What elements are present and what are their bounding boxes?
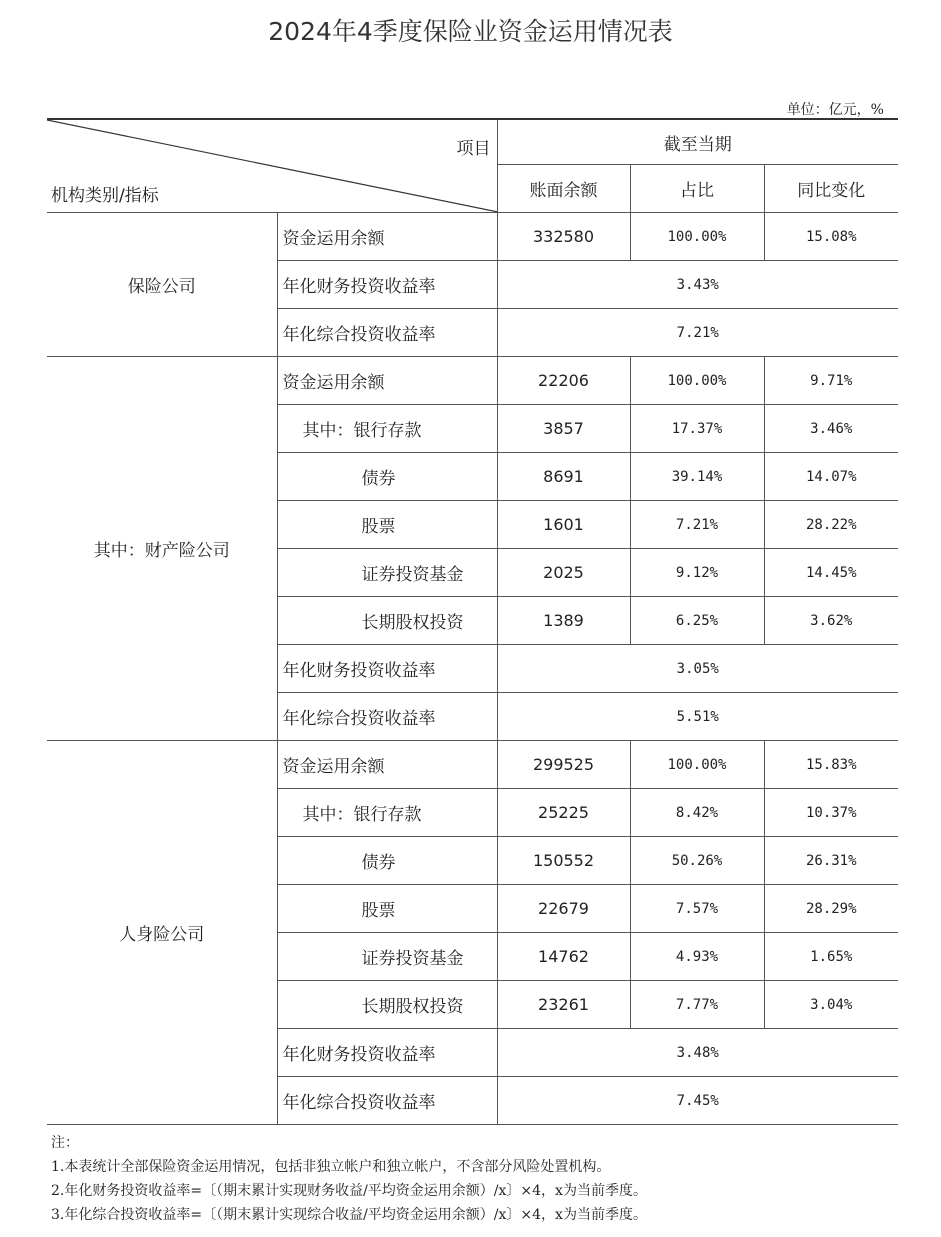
balance-cell: 3857 <box>497 405 630 453</box>
header-period: 截至当期 <box>497 119 898 165</box>
rate-value: 3.05% <box>497 645 898 693</box>
yoy-cell: 9.71% <box>764 357 898 405</box>
yoy-cell: 28.29% <box>764 885 898 933</box>
balance-cell: 150552 <box>497 837 630 885</box>
rate-value: 3.43% <box>497 261 898 309</box>
indicator-label: 资金运用余额 <box>277 741 497 789</box>
balance-cell: 1389 <box>497 597 630 645</box>
note-line: 1.本表统计全部保险资金运用情况，包括非独立帐户和独立帐户，不含部分风险处置机构。 <box>51 1159 611 1175</box>
header-yoy: 同比变化 <box>764 165 898 213</box>
yoy-cell: 1.65% <box>764 933 898 981</box>
rate-label: 年化财务投资收益率 <box>277 1029 497 1077</box>
share-cell: 100.00% <box>630 357 764 405</box>
header-row-1 <box>47 119 898 165</box>
balance-cell: 2025 <box>497 549 630 597</box>
header-project: 项目 <box>456 139 491 159</box>
indicator-label: 债券 <box>277 837 497 885</box>
balance-cell: 8691 <box>497 453 630 501</box>
indicator-label: 股票 <box>277 885 497 933</box>
indicator-label: 证券投资基金 <box>277 933 497 981</box>
yoy-cell: 3.46% <box>764 405 898 453</box>
note-line: 2.年化财务投资收益率=〔（期末累计实现财务收益/平均资金运用余额）/x〕×4，x为当前季度。 <box>51 1183 647 1199</box>
rate-label: 年化财务投资收益率 <box>277 261 497 309</box>
share-cell: 39.14% <box>630 453 764 501</box>
indicator-label: 其中：银行存款 <box>277 405 497 453</box>
indicator-label: 资金运用余额 <box>277 357 497 405</box>
yoy-cell: 3.62% <box>764 597 898 645</box>
share-cell: 17.37% <box>630 405 764 453</box>
note-line: 3.年化综合投资收益率=〔（期末累计实现综合收益/平均资金运用余额）/x〕×4，x为当前季度。 <box>51 1207 647 1223</box>
table-row <box>47 213 898 261</box>
share-cell: 7.57% <box>630 885 764 933</box>
category-cell: 其中：财产险公司 <box>47 357 277 741</box>
indicator-label: 债券 <box>277 453 497 501</box>
balance-cell: 23261 <box>497 981 630 1029</box>
page-title: 2024年4季度保险业资金运用情况表 <box>268 17 673 46</box>
rate-value: 7.21% <box>497 309 898 357</box>
table-row <box>47 741 898 789</box>
indicator-label: 股票 <box>277 501 497 549</box>
fund-usage-table <box>47 118 898 1125</box>
balance-cell: 1601 <box>497 501 630 549</box>
indicator-label: 长期股权投资 <box>277 597 497 645</box>
note-heading: 注： <box>51 1135 79 1151</box>
rate-value: 7.45% <box>497 1077 898 1125</box>
share-cell: 7.77% <box>630 981 764 1029</box>
share-cell: 9.12% <box>630 549 764 597</box>
rate-label: 年化财务投资收益率 <box>277 645 497 693</box>
yoy-cell: 14.07% <box>764 453 898 501</box>
yoy-cell: 28.22% <box>764 501 898 549</box>
balance-cell: 14762 <box>497 933 630 981</box>
category-cell: 人身险公司 <box>47 741 277 1125</box>
unit-label: 单位：亿元，% <box>786 102 884 118</box>
rate-label: 年化综合投资收益率 <box>277 1077 497 1125</box>
diagonal-header-cell <box>47 119 497 213</box>
indicator-label: 其中：银行存款 <box>277 789 497 837</box>
share-cell: 8.42% <box>630 789 764 837</box>
yoy-cell: 15.08% <box>764 213 898 261</box>
header-org-indicator: 机构类别/指标 <box>51 186 159 206</box>
indicator-label: 长期股权投资 <box>277 981 497 1029</box>
balance-cell: 299525 <box>497 741 630 789</box>
rate-value: 5.51% <box>497 693 898 741</box>
share-cell: 6.25% <box>630 597 764 645</box>
share-cell: 50.26% <box>630 837 764 885</box>
yoy-cell: 26.31% <box>764 837 898 885</box>
rate-value: 3.48% <box>497 1029 898 1077</box>
balance-cell: 22206 <box>497 357 630 405</box>
share-cell: 100.00% <box>630 741 764 789</box>
yoy-cell: 10.37% <box>764 789 898 837</box>
balance-cell: 25225 <box>497 789 630 837</box>
yoy-cell: 14.45% <box>764 549 898 597</box>
header-share: 占比 <box>630 165 764 213</box>
share-cell: 4.93% <box>630 933 764 981</box>
indicator-label: 证券投资基金 <box>277 549 497 597</box>
table-row <box>47 357 898 405</box>
share-cell: 7.21% <box>630 501 764 549</box>
category-cell: 保险公司 <box>47 213 277 357</box>
share-cell: 100.00% <box>630 213 764 261</box>
footnotes <box>51 1131 647 1227</box>
balance-cell: 22679 <box>497 885 630 933</box>
yoy-cell: 3.04% <box>764 981 898 1029</box>
indicator-label: 资金运用余额 <box>277 213 497 261</box>
rate-label: 年化综合投资收益率 <box>277 309 497 357</box>
header-balance: 账面余额 <box>497 165 630 213</box>
balance-cell: 332580 <box>497 213 630 261</box>
rate-label: 年化综合投资收益率 <box>277 693 497 741</box>
yoy-cell: 15.83% <box>764 741 898 789</box>
